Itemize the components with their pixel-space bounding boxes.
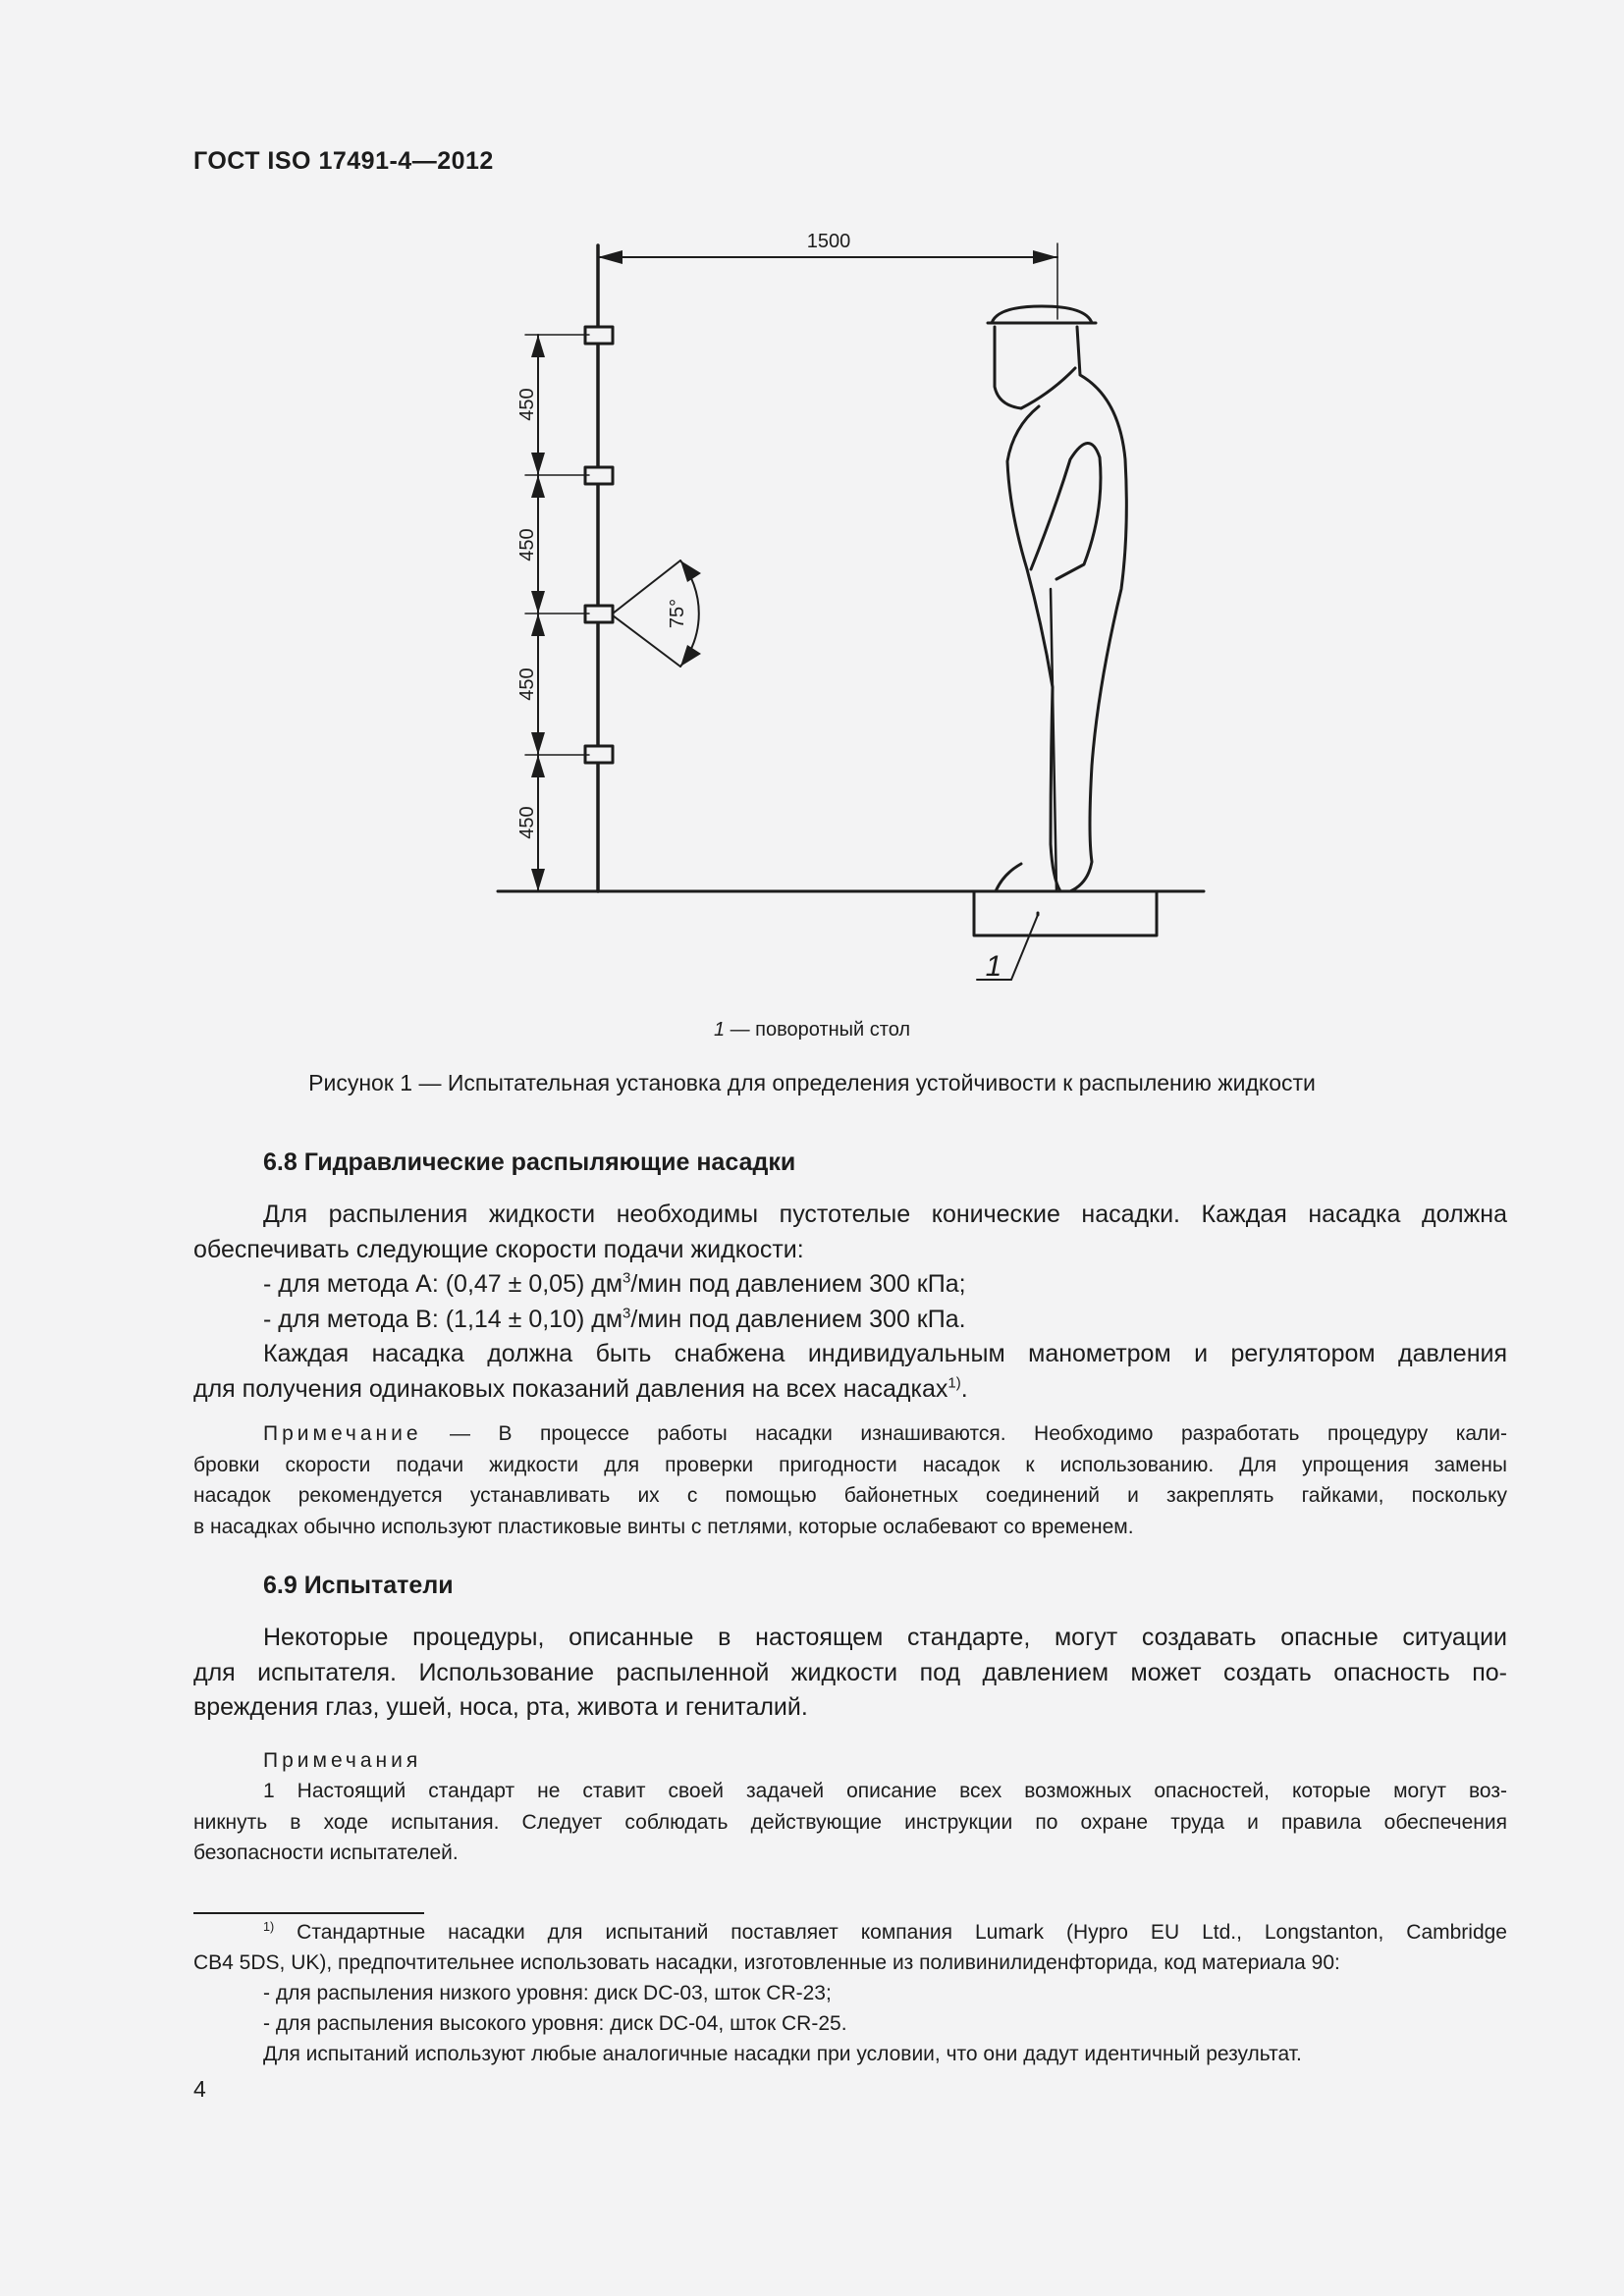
method-b-text-end: /мин под давлением 300 кПа. <box>630 1305 966 1333</box>
footnotes <box>193 1917 1507 2069</box>
footnote-mark: 1) <box>263 1920 275 1934</box>
footnote-line-3: - для распыления низкого уровня: диск DC-03, шток CR-23; <box>263 1982 832 2004</box>
note-line-1 <box>193 1418 1507 1450</box>
angle-label: 75° <box>667 598 688 629</box>
footnote-line-2: CB4 5DS, UK), предпочтительнее использовать насадки, изготовленные из поливинилиденфторида, код материала 90: <box>193 1951 1340 1974</box>
section-6-8-heading: 6.8 Гидравлические распыляющие насадки <box>263 1148 796 1176</box>
paragraph-6-9-line-1: Некоторые процедуры, описанные в настоящем стандарте, могут создавать опасные ситуации <box>263 1624 1507 1651</box>
note-1-line-3: безопасности испытателей. <box>193 1842 459 1864</box>
turntable-callout-label: 1 <box>985 950 1002 983</box>
paragraph-6-8-p2-line-1: Каждая насадка должна быть снабжена индивидуальным манометром и регулятором давления <box>263 1340 1507 1367</box>
method-b-text: - для метода В: (1,14 ± 0,10) дм <box>263 1305 623 1333</box>
footnote-line-1 <box>193 1917 1507 1948</box>
p2-line-2-end: . <box>960 1374 968 1403</box>
note-line-1-text: — В процессе работы насадки изнашиваются. Необходимо разработать процедуру кали- <box>421 1422 1507 1445</box>
mannequin <box>988 306 1126 891</box>
callout-leader <box>1011 915 1038 980</box>
notes-6-9 <box>193 1745 1507 1869</box>
mannequin-body <box>1007 327 1126 891</box>
paragraph-6-8-line-2: обеспечивать следующие скорости подачи жидкости: <box>193 1235 804 1263</box>
paragraph-6-8-p2-line-2 <box>193 1372 1507 1408</box>
legend-text: — поворотный стол <box>725 1019 911 1041</box>
paragraph-6-8-line-1: Для распыления жидкости необходимы пустотелые конические насадки. Каждая насадка должна <box>263 1201 1507 1228</box>
dimension-450-bottom: 450 <box>516 806 538 839</box>
legend-number: 1 <box>713 1019 726 1041</box>
dimension-1500: 1500 <box>806 231 851 252</box>
dimension-450-third: 450 <box>516 667 538 701</box>
footnote-reference: 1) <box>947 1374 961 1392</box>
note-label: Примечание <box>263 1422 422 1445</box>
test-setup-figure <box>0 0 1624 1011</box>
page-number: 4 <box>193 2076 206 2102</box>
face-shield <box>995 327 1075 408</box>
superscript-3: 3 <box>623 1269 631 1287</box>
note-line-2: бровки скорости подачи жидкости для проверки пригодности насадок к использованию. Для упрощения замены <box>193 1453 1507 1476</box>
superscript-3: 3 <box>623 1305 631 1322</box>
figure-legend <box>0 1019 1624 1041</box>
paragraph-6-9-line-3: вреждения глаз, ушей, носа, рта, живота и гениталий. <box>193 1693 808 1721</box>
paragraph-6-9-line-2: для испытателя. Использование распыленной жидкости под давлением может создать опасность по- <box>193 1658 1507 1686</box>
footnote-line-4: - для распыления высокого уровня: диск DC-04, шток CR-25. <box>263 2012 847 2035</box>
mannequin-arm <box>1031 443 1101 579</box>
p2-line-2-text: для получения одинаковых показаний давления на всех насадках <box>193 1374 948 1403</box>
dimension-450-top: 450 <box>516 388 538 421</box>
dimension-450-second: 450 <box>516 528 538 561</box>
section-6-9-heading: 6.9 Испытатели <box>263 1572 454 1599</box>
footnote-line-5: Для испытаний используют любые аналогичные насадки при условии, что они дадут идентичный результат. <box>263 2043 1302 2065</box>
method-a-text-end: /мин под давлением 300 кПа; <box>630 1270 966 1298</box>
list-item-method-b <box>193 1303 1507 1338</box>
document-header: ГОСТ ISO 17491-4—2012 <box>193 147 494 175</box>
main-content <box>193 1141 1507 1869</box>
footnote-separator <box>193 1912 424 1914</box>
mannequin-leg-front <box>996 864 1021 891</box>
note-line-4: в насадках обычно используют пластиковые винты с петлями, которые ослабевают со временем. <box>193 1515 1134 1538</box>
notes-label-line <box>193 1745 1507 1777</box>
turntable <box>974 891 1157 935</box>
footnote-line-1-text: Стандартные насадки для испытаний поставляет компания Lumark (Hypro EU Ltd., Longstanton, Cambridge <box>274 1921 1507 1944</box>
notes-label: Примечания <box>263 1748 422 1772</box>
method-a-text: - для метода А: (0,47 ± 0,05) дм <box>263 1270 623 1298</box>
note-line-3: насадок рекомендуется устанавливать их с помощью байонетных соединений и закреплять гайками, поскольку <box>193 1484 1507 1507</box>
note-1-line-2: никнуть в ходе испытания. Следует соблюдать действующие инструкции по охране труда и правила обеспечения <box>193 1810 1507 1834</box>
list-item-method-a <box>193 1267 1507 1303</box>
note-1-line-1: 1 Настоящий стандарт не ставит своей задачей описание всех возможных опасностей, которые могут воз- <box>263 1780 1507 1802</box>
note-6-8 <box>193 1418 1507 1542</box>
figure-caption: Рисунок 1 — Испытательная установка для определения устойчивости к распылению жидкости <box>308 1070 1316 1095</box>
visor-top <box>992 306 1092 323</box>
